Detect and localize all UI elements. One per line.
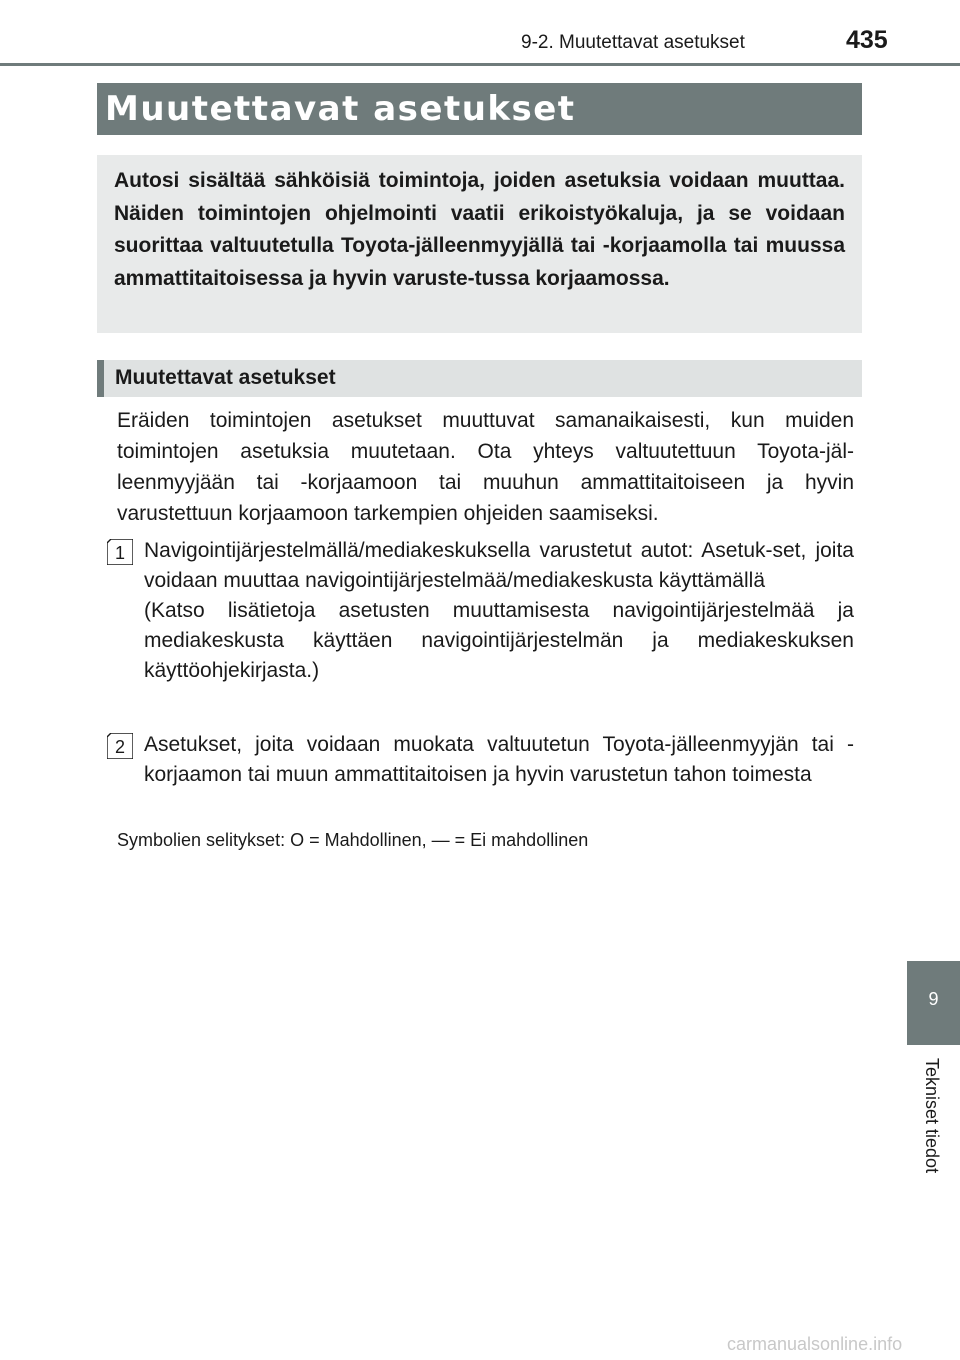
subsection-accent-bar [97, 360, 104, 397]
chapter-label: Tekniset tiedot [922, 1058, 942, 1174]
number-badge-label: 1 [114, 543, 126, 563]
number-badge-icon [107, 539, 133, 565]
intro-box [97, 155, 862, 333]
chapter-number: 9 [928, 989, 939, 1009]
watermark: carmanualsonline.info [727, 1334, 903, 1354]
subsection-header [97, 360, 862, 397]
subsection-title: Muutettavat asetukset [115, 366, 336, 389]
list-item-note: (Katso lisätietoja asetusten muuttamisesta navigointijärjestelmää ja mediakeskusta käyttäen navigointijärjestelmän ja mediakeskuksen käyttöohjekirjasta.) [144, 599, 854, 682]
chapter-tab [907, 961, 960, 1045]
body-paragraph: Eräiden toimintojen asetukset muuttuvat samanaikaisesti, kun muiden toimintojen asetuksia muutetaan. Ota yhteys valtuutettuun Toyota-jäl-leenmyyjään tai -korjaamoon tai muuhun ammattitaitoiseen ja hyvin varustettuun korjaamoon tarkempien ohjeiden saamiseksi. [117, 409, 854, 525]
number-badge-icon [107, 733, 133, 759]
page-title: Muutettavat asetukset [105, 89, 576, 129]
page-number: 435 [846, 26, 888, 54]
section-heading: 9-2. Muutettavat asetukset [521, 32, 745, 53]
intro-text: Autosi sisältää sähköisiä toimintoja, joiden asetuksia voidaan muuttaa. Näiden toimintojen ohjelmointi vaatii erikoistyökaluja, ja se voidaan suorittaa valtuutetulla Toyota-jälleenmyyjällä tai -korjaamolla tai muussa ammattitaitoisessa ja hyvin varuste-tussa korjaamossa. [114, 169, 845, 290]
symbol-legend: Symbolien selitykset: O = Mahdollinen, — = Ei mahdollinen [117, 830, 589, 850]
number-badge-label: 2 [114, 737, 126, 757]
list-item-main: Navigointijärjestelmällä/mediakeskuksella varustetut autot: Asetuk-set, joita voidaan muuttaa navigointijärjestelmää/mediakeskusta käyttämällä [144, 539, 854, 592]
title-bar [97, 83, 862, 135]
header-divider [0, 63, 960, 66]
list-item-text: Asetukset, joita voidaan muokata valtuutetun Toyota-jälleenmyyjän tai -korjaamon tai muun ammattitaitoisen ja hyvin varustetun tahon toimesta [144, 733, 854, 786]
list-item-text [144, 536, 854, 686]
